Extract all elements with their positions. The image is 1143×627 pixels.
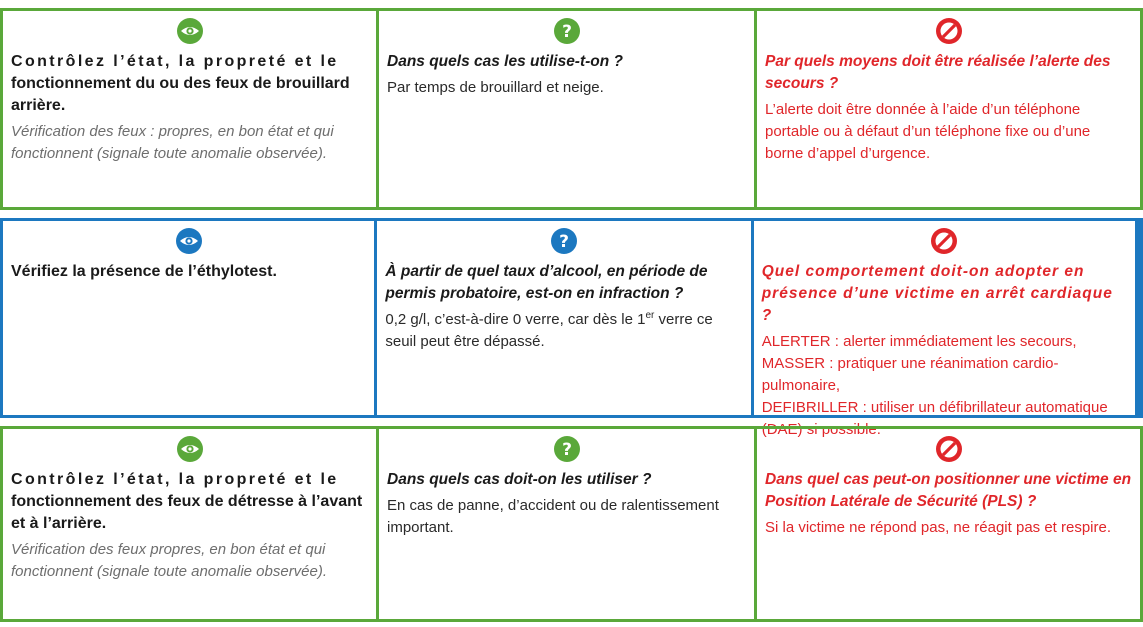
safety-answer-line: ALERTER : alerter immédiatement les secours, [761,333,1077,350]
card-row-2 [0,218,1143,438]
safety-question: Quel comportement doit-on adopter en présence d’une victime en arrêt cardiaque ? [761,263,1113,324]
check-title: Contrôlez l’état, la propreté et le [11,471,339,488]
safety-answer [762,331,1127,441]
safety-answer-line: MASSER : pratiquer une réanimation cardio-pulmonaire, [761,355,1059,394]
forbidden-icon [936,436,962,462]
check-subtext: Vérification des feux : propres, en bon état et qui fonctionnent (signale toute anomalie observée). [11,123,334,162]
question-cell [377,221,753,415]
question-icon [554,18,580,44]
card-row-3 [0,426,1143,622]
check-subtext: Vérification des feux propres, en bon état et qui fonctionnent (signale toute anomalie observée). [11,541,328,580]
forbidden-icon [931,228,957,254]
answer-text: Par temps de brouillard et neige. [387,79,604,96]
question-text: Dans quels cas les utilise-t-on ? [387,53,624,70]
svg-text:?: ? [561,22,572,42]
eye-icon [176,228,202,254]
safety-cell [754,221,1135,438]
check-title: Contrôlez l’état, la propreté et le [11,53,339,70]
question-icon [554,436,580,462]
check-title-rest: fonctionnement du ou des feux de brouillard arrière. [11,75,350,114]
safety-answer: L’alerte doit être donnée à l’aide d’un téléphone portable ou à défaut d’un téléphone fixe ou d’une borne d’appel d’urgence. [765,101,1091,162]
svg-text:?: ? [561,440,572,460]
check-title: Vérifiez la présence de l’éthylotest. [11,263,277,280]
eye-icon [177,18,203,44]
svg-text:?: ? [559,232,569,252]
safety-question: Par quels moyens doit être réalisée l’alerte des secours ? [765,53,1111,92]
question-text: Dans quels cas doit-on les utiliser ? [387,471,652,488]
card-row-1 [0,8,1143,210]
check-cell [3,11,379,207]
eye-icon [177,436,203,462]
answer-text: 0,2 g/l, c’est-à-dire 0 verre, car dès le 1er verre ce seuil peut être dépassé. [385,310,713,350]
safety-answer-line: DEFIBRILLER : utiliser un défibrillateur automatique (DAE) si possible. [761,399,1108,438]
safety-cell [757,11,1140,207]
forbidden-icon [936,18,962,44]
question-icon [551,228,577,254]
question-cell [379,11,757,207]
check-cell [3,221,377,415]
check-cell [3,429,379,619]
check-title-rest: fonctionnement des feux de détresse à l’avant et à l’arrière. [11,493,363,532]
answer-text: En cas de panne, d’accident ou de ralentissement important. [387,497,719,536]
safety-cell [757,429,1140,619]
question-text: À partir de quel taux d’alcool, en période de permis probatoire, est-on en infraction ? [385,263,708,302]
safety-answer: Si la victime ne répond pas, ne réagit pas et respire. [765,519,1112,536]
safety-question: Dans quel cas peut-on positionner une victime en Position Latérale de Sécurité (PLS) ? [765,471,1132,510]
question-cell [379,429,757,619]
